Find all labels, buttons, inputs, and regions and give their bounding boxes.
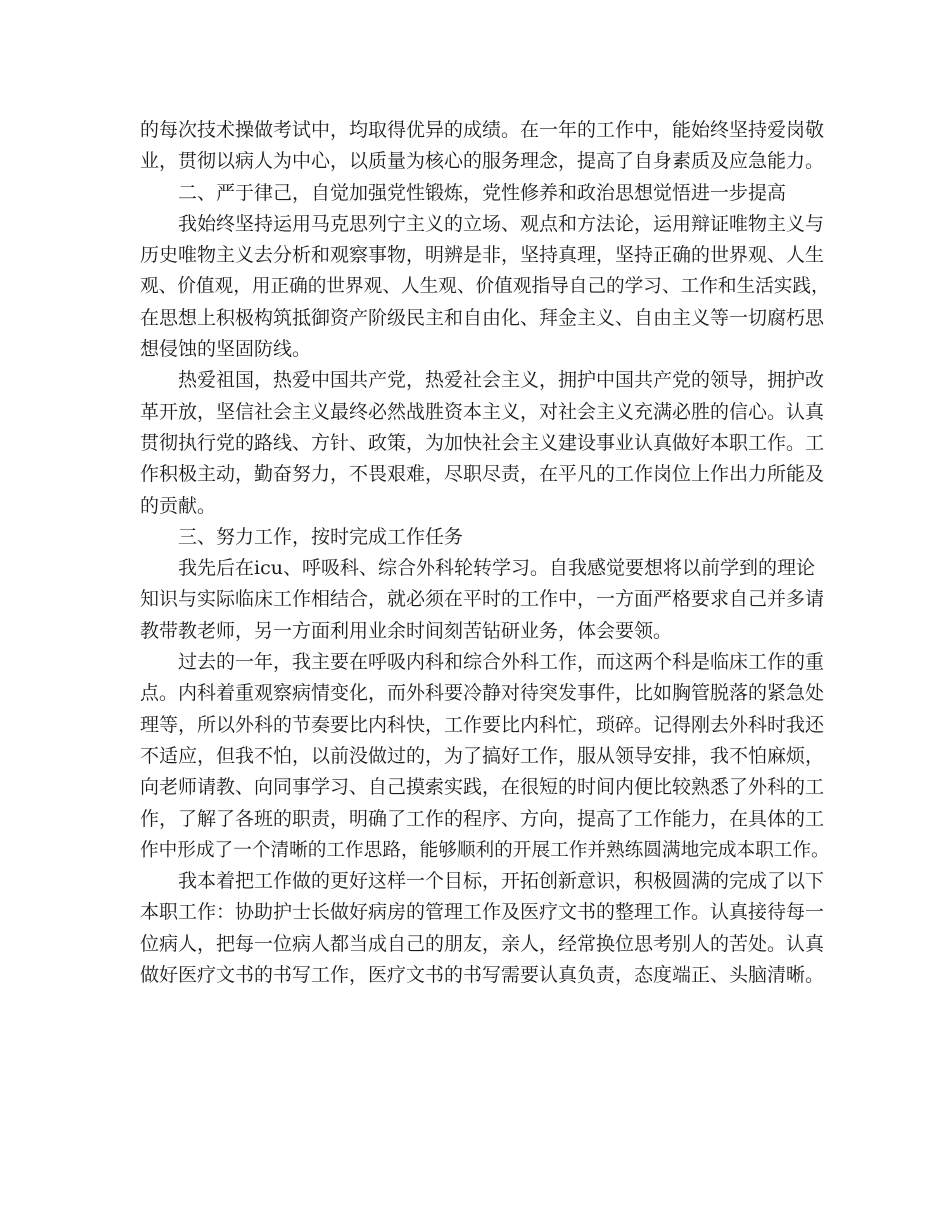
text-line: 我始终坚持运用马克思列宁主义的立场、观点和方法论，运用辩证唯物主义与 xyxy=(178,212,825,235)
text-line: 作积极主动，勤奋努力，不畏艰难，尽职尽责，在平凡的工作岗位上作出力所能及 xyxy=(140,463,825,486)
text-line: 热爱祖国，热爱中国共产党，热爱社会主义，拥护中国共产党的领导，拥护改 xyxy=(178,369,825,392)
text-line: 历史唯物主义去分析和观察事物，明辨是非，坚持真理，坚持正确的世界观、人生 xyxy=(140,244,825,267)
text-line: 作中形成了一个清晰的工作思路，能够顺利的开展工作并熟练圆满地完成本职工作。 xyxy=(140,839,830,861)
text-line: 向老师请教、向同事学习、自己摸索实践，在很短的时间内便比较熟悉了外科的工 xyxy=(140,776,825,799)
text-line: 我本着把工作做的更好这样一个目标，开拓创新意识，积极圆满的完成了以下 xyxy=(178,870,825,893)
text-line: 过去的一年，我主要在呼吸内科和综合外科工作，而这两个科是临床工作的重 xyxy=(178,651,825,674)
text-line: 点。内科着重观察病情变化，而外科要冷静对待突发事件，比如胸管脱落的紧急处 xyxy=(140,682,825,705)
text-line: 理等，所以外科的节奏要比内科快，工作要比内科忙，琐碎。记得刚去外科时我还 xyxy=(140,713,825,736)
text-line: 的每次技术操做考试中，均取得优异的成绩。在一年的工作中，能始终坚持爱岗敬 xyxy=(140,119,825,141)
text-line: 贯彻执行党的路线、方针、政策，为加快社会主义建设事业认真做好本职工作。工 xyxy=(140,431,825,454)
text-line: 本职工作：协助护士长做好病房的管理工作及医疗文书的整理工作。认真接待每一 xyxy=(140,901,825,924)
text-line: 革开放，坚信社会主义最终必然战胜资本主义，对社会主义充满必胜的信心。认真 xyxy=(140,400,825,423)
text-line: 不适应，但我不怕，以前没做过的，为了搞好工作，服从领导安排，我不怕麻烦， xyxy=(140,744,825,767)
document-body xyxy=(140,115,830,991)
text-line: 作，了解了各班的职责，明确了工作的程序、方向，提高了工作能力，在具体的工 xyxy=(140,807,825,830)
text-line: 我先后在icu、呼吸科、综合外科轮转学习。自我感觉要想将以前学到的理论 xyxy=(178,557,815,580)
text-line: 在思想上积极构筑抵御资产阶级民主和自由化、拜金主义、自由主义等一切腐朽思 xyxy=(140,306,825,329)
text-line: 三、努力工作，按时完成工作任务 xyxy=(178,525,464,548)
text-line: 做好医疗文书的书写工作，医疗文书的书写需要认真负责，态度端正、头脑清晰。 xyxy=(140,964,825,987)
text-line: 知识与实际临床工作相结合，就必须在平时的工作中，一方面严格要求自己并多请 xyxy=(140,588,825,611)
text-line: 想侵蚀的坚固防线。 xyxy=(140,338,312,361)
text-line: 观、价值观，用正确的世界观、人生观、价值观指导自己的学习、工作和生活实践， xyxy=(140,276,830,298)
text-line: 教带教老师，另一方面利用业余时间刻苦钻研业务，体会要领。 xyxy=(140,619,673,642)
text-line: 业，贯彻以病人为中心，以质量为核心的服务理念，提高了自身素质及应急能力。 xyxy=(140,150,825,173)
text-line: 二、严于律己，自觉加强党性锻炼，党性修养和政治思想觉悟进一步提高 xyxy=(178,181,787,204)
text-line: 的贡献。 xyxy=(140,494,217,517)
text-line: 位病人，把每一位病人都当成自己的朋友，亲人，经常换位思考别人的苦处。认真 xyxy=(140,932,825,955)
